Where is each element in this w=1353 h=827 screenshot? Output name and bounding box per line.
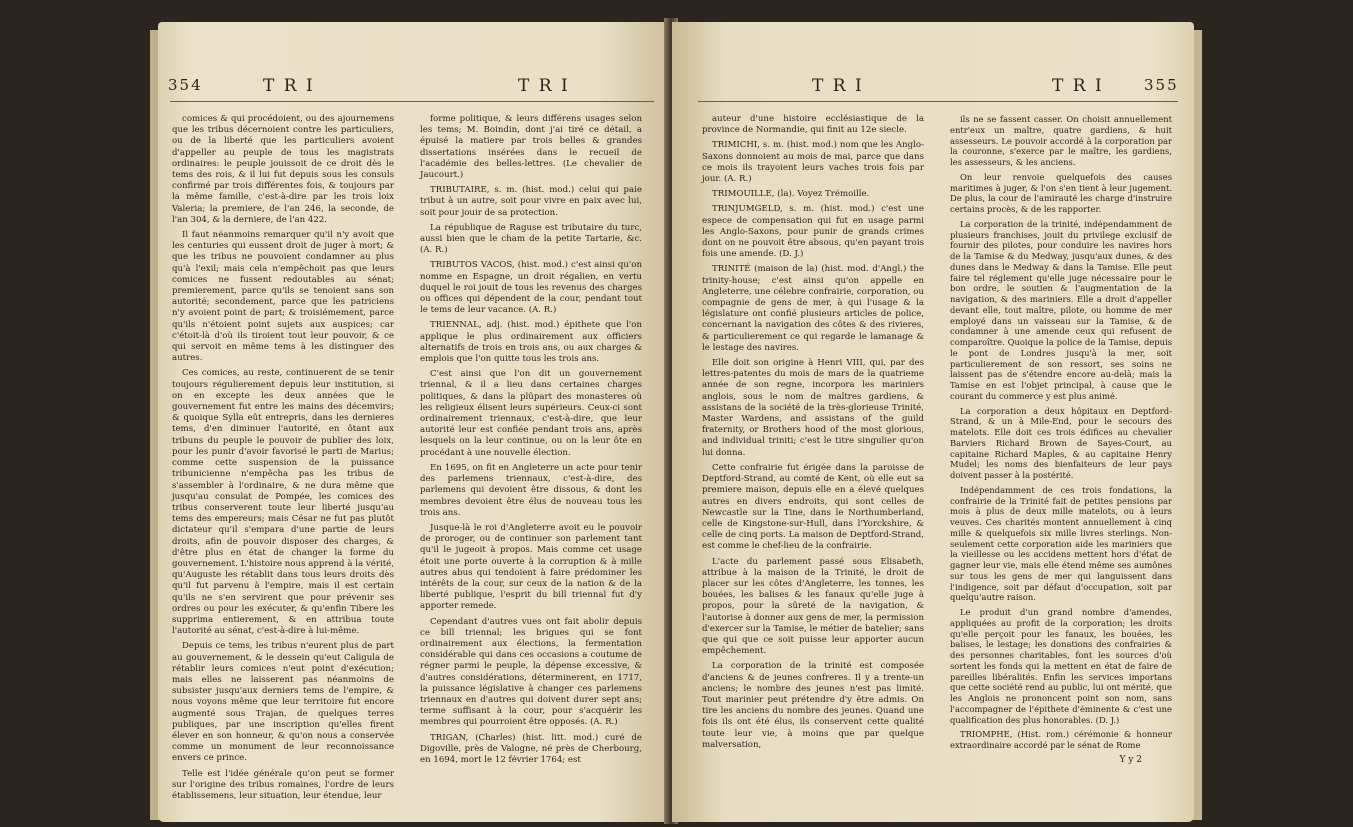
paragraph: TRIMOUILLE, (la). Voyez Trémoille. bbox=[712, 189, 870, 200]
paragraph: La corporation a deux hôpitaux en Deptford-Strand, & un à Mile-End, pour le secours des matelots. Elle doit ces trois édifices au chevalier Barviers Richard Brown de Sayes-Court, au capitaine Richard Maples, & au capitaine Henry Mudel; les noms des bienfaiteurs de leur pays doivent passer à la postérité. bbox=[950, 405, 1172, 480]
left-running-head bbox=[168, 76, 658, 98]
paragraph: comices & qui procédoient, ou des ajournemens que les tribus décernoient contre les particuliers, ou de la liberté que les particuliers avoient d'appeller au peuple de tous les magistrats ordinaires: le peuple jouissoit de ce droit dès le tems des rois, & il lui fut depuis sous les consuls confirmé par trois différentes fois, & toujours par la même famille, c'est-à-dire par les trois loix Valeria; la premiere, de l'an 246, la seconde, de l'an 304, & la derniere, de l'an 422. bbox=[172, 114, 394, 225]
paragraph: C'est ainsi que l'on dit un gouvernement triennal, & il a lieu dans certaines charges politiques, & dans la plûpart des monasteres où les religieux élisent leurs supérieurs. Ceux-ci sont ordinairement triennaux, c'est-à-dire, que leur autorité leur est confiée pendant trois ans, après lesquels on la leur continue, ou on la leur ôte en procédant à une nouvelle élection. bbox=[420, 369, 642, 458]
header-rule bbox=[698, 101, 1178, 102]
header-rule bbox=[170, 101, 654, 102]
paragraph: TRINITÉ (maison de la) (hist. mod. d'Angl.) the trinity-house; c'est ainsi qu'on appelle en Angleterre, une célebre confrairie, corporation, ou compagnie de gens de mer, à qui l'usage & la législature ont confié plusieurs articles de police, concernant la navigation des côtes & des rivieres, & particulierement ce qui regarde le lamanage & le lestage des navires. bbox=[702, 264, 924, 353]
paragraph: La corporation de la trinité, indépendamment de plusieurs franchises, jouit du privilege exclusif de fournir des pilotes, pour conduire les navires hors de la Tamise & du Medway, jusqu'aux dunes, & des dunes dans le Medway & dans la Tamise. Elle peut faire tel réglement qu'elle juge nécessaire pour le bon ordre, le soutien & l'augmentation de la navigation, & des mariniers. Elle a droit d'appeller devant elle, tout maître, pilote, ou homme de mer employé dans un vaisseau sur la Tamise, & de condamner à une amende ceux qui refusent de comparoître. Quoique la police de la Tamise, depuis le pont de Londres jusqu'à la mer, soit particulierement de son ressort, ses soins ne laissent pas de s'étendre encore au-delà; mais la Tamise en est l'objet principal, à cause que le courant du commerce y est plus animé. bbox=[950, 218, 1172, 401]
paragraph: ils ne se fassent casser. On choisit annuellement entr'eux un maître, quatre gardiens, & huit assesseurs. Le pouvoir accordé à la corporation par la couronne, s'exerce par le maître, les gardiens, les assesseurs, & les anciens. bbox=[950, 114, 1172, 167]
paragraph: La corporation de la trinité est composée d'anciens & de jeunes confreres. Il y a trente-un anciens; le nombre des jeunes n'est pas limité. Tout marinier peut prétendre d'y être admis. On tire les anciens du nombre des jeunes. Quand une fois ils ont été élus, ils conservent cette qualité toute leur vie, à moins que par quelque malversation, bbox=[702, 661, 924, 750]
left-page bbox=[158, 22, 670, 822]
paragraph: L'acte du parlement passé sous Elisabeth, attribue à la maison de la Trinité, le droit de placer sur les côtes d'Angleterre, les tonnes, les bouées, les balises & les fanaux qu'elle juge à propos, pour la sûreté de la navigation, & l'autorise à donner aux gens de mer, la permission d'exercer sur la Tamise, le métier de batelier; sans que qui que ce soit puisse leur apporter aucun empêchement. bbox=[702, 556, 924, 657]
right-running-head bbox=[692, 76, 1182, 98]
left-column-1 bbox=[172, 114, 394, 806]
paragraph: TRIOMPHE, (Hist. rom.) cérémonie & honneur extraordinaire accordé par le sénat de Rome bbox=[950, 729, 1172, 750]
paragraph: TRIBUTOS VACOS, (hist. mod.) c'est ainsi qu'on nomme en Espagne, un droit régalien, en vertu duquel le roi jouit de tous les revenus des charges ou offices qui dépendent de la cour, pendant tout le tems de leur vacance. (A. R.) bbox=[420, 260, 642, 316]
left-column-2 bbox=[420, 114, 642, 770]
paragraph: Cependant d'autres vues ont fait abolir depuis ce bill triennal; les brigues qui se font ordinairement aux élections, la fermentation considérable qui dans ces occasions a coutume de régner parmi le peuple, la dépense excessive, & d'autres considérations, déterminerent, en 1717, la puissance législative à changer ces parlemens triennaux en d'autres qui doivent durer sept ans; terme suffisant à la cour, pour s'acquérir les membres qui pourroient être opposés. (A. R.) bbox=[420, 616, 642, 728]
page-number: 354 bbox=[168, 76, 203, 94]
paragraph: Indépendamment de ces trois fondations, la confrairie de la Trinité fait de petites pensions par mois à plus de deux mille matelots, ou à leurs veuves. Ces charités montent annuellement à cinq mille & quelquefois six mille livres sterlings. Non-seulement cette corporation aide les mariniers que la vieillesse ou les accidens mettent hors d'état de gagner leur vie, mais elle étend même ses aumônes sur tous les gens de mer qui languissent dans l'indigence, soit par défaut d'occupation, soit par quelqu'autre raison. bbox=[950, 484, 1172, 603]
right-header: T R I bbox=[518, 76, 570, 96]
paragraph: Jusque-là le roi d'Angleterre avoit eu le pouvoir de proroger, ou de continuer son parlement tant qu'il le jugeoit à propos. Mais comme cet usage étoit une porte ouverte à la corruption & à mille autres abus qui tendoient à faire prédominer les intérêts de la cour, sur ceux de la nation & de la liberté publique, l'esprit du bill triennal fut d'y apporter remede. bbox=[420, 522, 642, 612]
paragraph: forme politique, & leurs différens usages selon les tems; M. Boindin, dont j'ai tiré ce détail, a épuisé la matiere par trois belles & grandes dissertations insérées dans le recueil de l'académie des belles-lettres. (Le chevalier de Jaucourt.) bbox=[420, 114, 642, 181]
paragraph: TRIMICHI, s. m. (hist. mod.) nom que les Anglo-Saxons donnoient au mois de mai, parce que dans ce mois ils trayoient leurs vaches trois fois par jour. (A. R.) bbox=[702, 140, 924, 185]
paragraph: TRINJUMGELD, s. m. (hist. mod.) c'est une espece de compensation qui fut en usage parmi les Anglo-Saxons, pour punir de grands crimes dont on ne pouvoit être absous, qu'en payant trois fois une amende. (D. J.) bbox=[702, 204, 924, 260]
paragraph: auteur d'une histoire ecclésiastique de la province de Normandie, qui finit au 12e siecle. bbox=[702, 114, 924, 136]
left-header: T R I bbox=[812, 76, 864, 96]
right-page bbox=[672, 22, 1194, 822]
paragraph: En 1695, on fit en Angleterre un acte pour tenir des parlemens triennaux, c'est-à-dire, des parlemens qui devoient être dissous, & dont les membres devoient être élus de nouveau tous les trois ans. bbox=[420, 462, 642, 518]
paragraph: Ces comices, au reste, continuerent de se tenir toujours régulierement depuis leur institution, si on en excepte les deux années que le gouvernement fut entre les mains des décemvirs; & quoique Sylla eût entrepris, dans les dernieres tems, d'en diminuer l'autorité, en ôtant aux tribuns du peuple le pouvoir de publier des loix, pour les punir d'avoir favorisé le parti de Marius; comme cette suspension de la puissance tribunicienne n'empêcha pas les tribus de s'assembler à l'ordinaire, & ne dura même que jusqu'au consulat de Pompée, les comices des tribus conserverent toute leur liberté jusqu'au tems des empereurs; mais César ne fut pas plutôt dictateur qu'il s'empara d'une partie de leurs droits, afin de pouvoir disposer des charges, & d'être plus en état de changer la forme du gouvernement. L'histoire nous apprend à la vérité, qu'Auguste les rétablit dans tous leurs droits dès qu'il fut parvenu à l'empire, mais il est certain qu'ils ne s'en servirent que pour prévenir ses ordres ou pour les exécuter, & qu'enfin Tibere les supprima entierement, & en attribua toute l'autorité au sénat, c'est-à-dire à lui-même. bbox=[172, 368, 394, 637]
right-column-2 bbox=[950, 114, 1172, 766]
paragraph: Cette confrairie fut érigée dans la paroisse de Deptford-Strand, au comté de Kent, où elle eut sa premiere maison, depuis elle en a élevé quelques autres en divers endroits, qui sont celles de Newcastle sur la Tine, dans le Northumberland, celle de Kingstone-sur-Hull, dans l'Yorckshire, & celle de cinq ports. La maison de Deptford-Strand, est comme le chef-lieu de la confrairie. bbox=[702, 462, 924, 552]
left-header: T R I bbox=[263, 76, 315, 96]
paragraph: Il faut néanmoins remarquer qu'il n'y avoit que les centuries qui eussent droit de juger à mort; & que les tribus ne pouvoient condamner au plus qu'à l'exil; mais cela n'empêchoit pas que leurs comices ne fussent redoutables au sénat; premierement, parce qu'ils se tenoient sans son autorité; secondement, parce que les patriciens n'y avoient point de part; & troisiémement, parce qu'ils n'étoient point sujets aux auspices; car c'étoit-là d'où ils tiroient tout leur pouvoir, & ce qui servoit en même tems à les distinguer des autres. bbox=[172, 230, 394, 364]
paragraph: Depuis ce tems, les tribus n'eurent plus de part au gouvernement, & le dessein qu'eut Caligula de rétablir leurs comices n'eut point d'exécution; mais elles ne laisserent pas néanmoins de subsister jusqu'aux derniers tems de l'empire, & nous voyons même que leur territoire fut encore augmenté sous Trajan, de quelques terres publiques, par une inscription qu'elles firent élever en son honneur, & qu'on nous a conservée comme un monument de leur reconnoissance envers ce prince. bbox=[172, 641, 394, 764]
paragraph: Telle est l'idée générale qu'on peut se former sur l'origine des tribus romaines, l'ordre de leurs établissemens, leur situation, leur étendue, leur bbox=[172, 768, 394, 801]
paragraph: La république de Raguse est tributaire du turc, aussi bien que le cham de la petite Tartarie, &c. (A. R.) bbox=[420, 222, 642, 256]
right-column-1 bbox=[702, 114, 924, 755]
paragraph: Elle doit son origine à Henri VIII, qui, par des lettres-patentes du mois de mars de la quatrieme année de son regne, incorpora les mariniers anglois, sous le nom de maîtres gardiens, & assistans de la société de la très-glorieuse Trinité, Master Wardens, and assistans of the guild fraternity, or Brothers hood of the most glorious, and individual triniti; c'est le titre singulier qu'on lui donna. bbox=[702, 358, 924, 458]
paragraph: TRIENNAL, adj. (hist. mod.) épithete que l'on applique le plus ordinairement aux officiers alternatifs de trois en trois ans, ou aux charges & emplois que l'on quitte tous les trois ans. bbox=[420, 320, 642, 365]
paragraph: TRIGAN, (Charles) (hist. litt. mod.) curé de Digoville, près de Valogne, né près de Cherbourg, en 1694, mort le 12 février 1764; est bbox=[420, 732, 642, 765]
signature-mark: Y y 2 bbox=[1119, 754, 1142, 765]
page-number: 355 bbox=[1144, 76, 1179, 94]
paragraph: On leur renvoie quelquefois des causes maritimes à juger, & l'on s'en tient à leur jugement. De plus, la cour de l'amirauté les charge d'instruire certains procès, & de les rapporter. bbox=[950, 171, 1172, 214]
right-header: T R I bbox=[1052, 76, 1104, 96]
paragraph: Le produit d'un grand nombre d'amendes, appliquées au profit de la corporation; les droits qu'elle perçoit pour les fanaux, les bouées, les balises, le lestage; les donations des confrairies & des personnes charitables, font les sources d'où sortent les fonds qui la mettent en état de faire de pareilles libéralités. Enfin les services importans que cette société rend au public, lui ont mérité, que les Anglois ne prononcent point son nom, sans l'accompagner de l'épithete d'éminente & c'est une qualification des plus honorables. (D. J.) bbox=[950, 607, 1172, 725]
paragraph: TRIBUTAIRE, s. m. (hist. mod.) celui qui paie tribut à un autre, soit pour vivre en paix avec lui, soit pour jouir de sa protection. bbox=[420, 185, 642, 218]
